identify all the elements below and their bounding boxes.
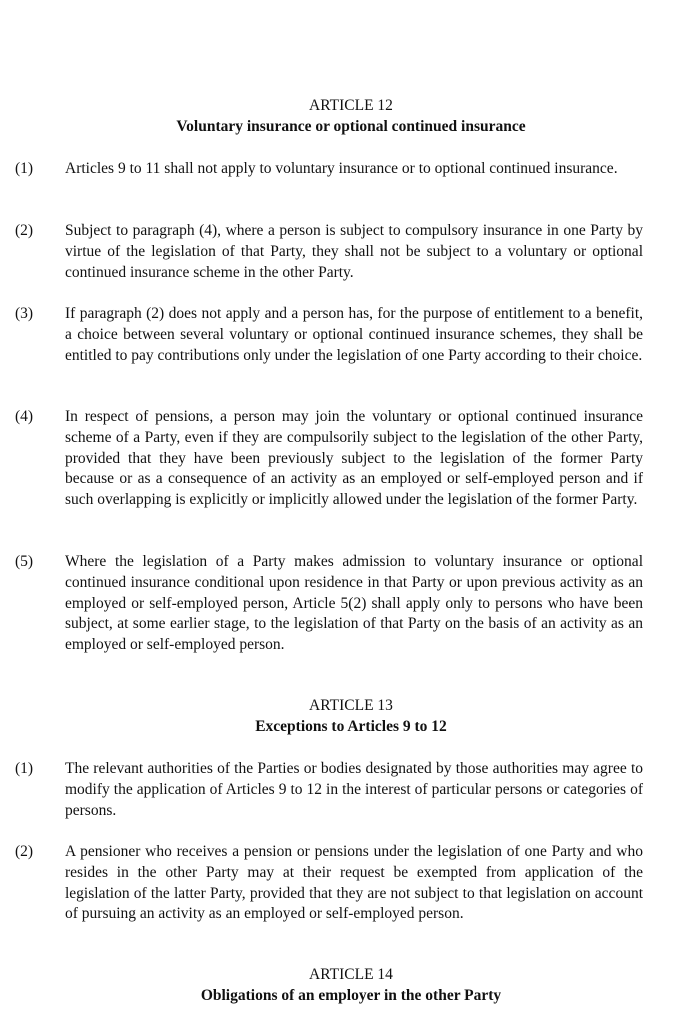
- paragraph-number: (1): [15, 760, 34, 777]
- article-title: Voluntary insurance or optional continued insurance: [176, 118, 526, 135]
- paragraph-text: If paragraph (2) does not apply and a person has, for the purpose of entitlement to a benefit, a choice between several voluntary or optional continued insurance schemes, they shall be entitled to pay contributions only under the legislation of one Party according to their choice.: [65, 305, 643, 364]
- article-number: ARTICLE 12: [309, 97, 393, 114]
- article-number: ARTICLE 14: [309, 966, 393, 983]
- article-12-heading: [0, 96, 692, 137]
- paragraph-text: Articles 9 to 11 shall not apply to voluntary insurance or to optional continued insurance.: [65, 160, 618, 177]
- article-title: Obligations of an employer in the other Party: [200, 987, 502, 1004]
- paragraph-text: In respect of pensions, a person may join the voluntary or optional continued insurance scheme of a Party, even if they are compulsorily subject to the legislation of the other Party, provided that they have been previously subject to the legislation of the former Party because or as a consequence of an activity as an employed or self-employed person and if such overlapping is explicitly or implicitly allowed under the legislation of the former Party.: [65, 408, 643, 509]
- paragraph-number: (1): [15, 160, 34, 177]
- article-13-heading: [0, 696, 692, 737]
- paragraph-number: (2): [15, 222, 34, 239]
- paragraph-text: Subject to paragraph (4), where a person is subject to compulsory insurance in one Party by virtue of the legislation of that Party, they shall not be subject to a voluntary or optional continued insurance scheme in the other Party.: [65, 222, 643, 281]
- paragraph-text: The relevant authorities of the Parties or bodies designated by those authorities may agree to modify the application of Articles 9 to 12 in the interest of particular persons or categories of persons.: [65, 760, 643, 819]
- paragraph-text: A pensioner who receives a pension or pensions under the legislation of one Party and who resides in the other Party may at their request be exempted from application of the legislation of the latter Party, provided that they are not subject to that legislation on account of pursuing an activity as an employed or self-employed person.: [65, 843, 643, 923]
- paragraph-number: (3): [15, 305, 34, 322]
- article-14-heading: [0, 965, 692, 1006]
- paragraph-text: Where the legislation of a Party makes admission to voluntary insurance or optional continued insurance conditional upon residence in that Party or upon previous activity as an employed or self-employed person, Article 5(2) shall apply only to persons who have been subject, at some earlier stage, to the legislation of that Party on the basis of an activity as an employed or self-employed person.: [65, 553, 643, 654]
- article-number: ARTICLE 13: [309, 697, 393, 714]
- paragraph-number: (4): [15, 408, 34, 425]
- paragraph-number: (5): [15, 553, 34, 570]
- paragraph-number: (2): [15, 843, 34, 860]
- article-title: Exceptions to Articles 9 to 12: [255, 718, 447, 735]
